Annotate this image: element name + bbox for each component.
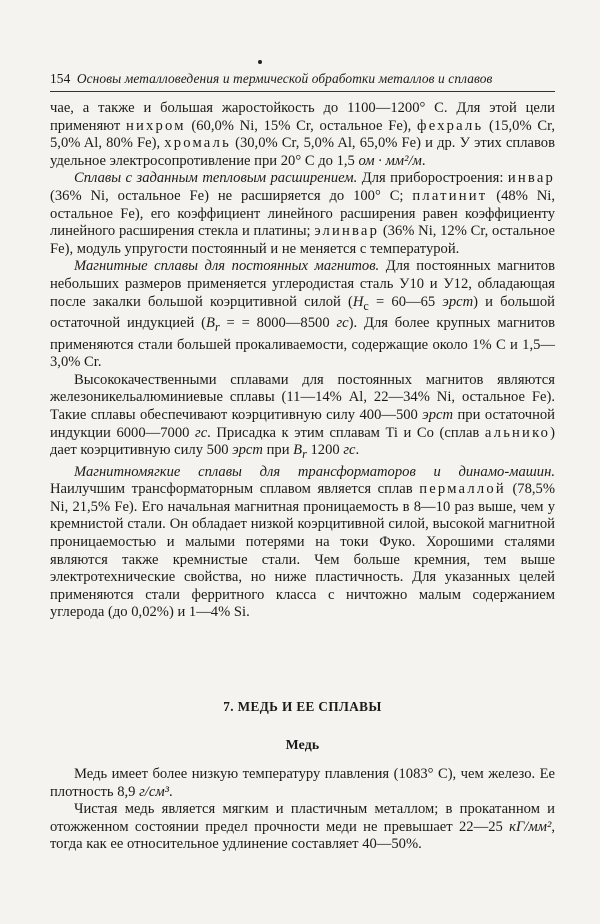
paragraph-thermal-expansion: Сплавы с заданным тепловым расширением. Для приборостроения: инвар (36% Ni, остальное Fe) не расширяется до 100° С; платинит (48% Ni, остальное Fe), его коэффициент линейного расширения равен коэффициенту линейного расширения стекла и платины; элинвар (36% Ni, 12% Cr, остальное Fe), модуль упругости постоянный и не меняется с температурой. <box>50 170 555 257</box>
print-mark <box>258 60 262 64</box>
header-rule <box>50 91 555 92</box>
paragraph-alnico: Высококачественными сплавами для постоянных магнитов являются железоникельалюминиевые сплавы (11—14% Al, 22—34% Ni, остальное Fe). Такие сплавы обеспечивают коэрцитивную силу 400—500 эрст при остаточной индукции 6000—7000 гс. Присадка к этим сплавам Ti и Co (сплав альнико) дает коэрцитивную силу 500 эрст при $B_r$ 1200 гс. <box>50 371 555 461</box>
subheading-soft-magnetic: Магнитномягкие сплавы для трансформаторов и динамо-машин. <box>74 463 555 480</box>
main-text <box>50 100 555 622</box>
paragraph-soft-magnetic: Магнитномягкие сплавы для трансформаторов и динамо-машин. Наилучшим трансформаторным сплавом является сплав пермаллой (78,5% Ni, 21,5% Fe). Его начальная магнитная проницаемость в 8—10 раз выше, чем у кремнистой стали. Он обладает низкой коэрцитивной силой, высокой магнитной проницаемостью и малыми потерями на токи Фуко. Хорошими сталями являются также кремнистые стали. Чем больше кремния, тем выше электротехнические свойства, но ниже пластичность. Для указанных целей применяются стали ферритного класса с ничтожно малым содержанием углерода (до 0,02%) и 1—4% Si. <box>50 463 555 621</box>
running-title: Основы металловедения и термической обработки металлов и сплавов <box>76 71 493 86</box>
page-header <box>50 71 555 87</box>
paragraph-copper-melting: Медь имеет более низкую температуру плавления (1083° С), чем железо. Ее плотность 8,9 г/см³. <box>50 766 555 800</box>
copper-text <box>50 766 555 854</box>
page-number: 154 <box>50 71 71 86</box>
subheading-permanent-magnets: Магнитные сплавы для постоянных магнитов. <box>74 258 380 275</box>
paragraph-copper-properties: Чистая медь является мягким и пластичным металлом; в прокатанном и отожженном состоянии предел прочности меди не превышает 22—25 кГ/мм², тогда как ее относительное удлинение составляет 40—50%. <box>50 801 555 853</box>
section-title: 7. МЕДЬ И ЕЕ СПЛАВЫ <box>223 699 382 714</box>
subheading-thermal-expansion: Сплавы с заданным тепловым расширением. <box>74 170 358 187</box>
paragraph-permanent-magnets: Магнитные сплавы для постоянных магнитов. Для постоянных магнитов небольших размеров применяется углеродистая сталь У10 и У12, обладающая после закалки большой коэрцитивной силой ($H_c$ = 60—65 эрст) и большой остаточной индукцией ($B_r$ = = 8000—8500 гс). Для более крупных магнитов применяются стали большей прокаливаемости, содержащие около 1% C и 1,5—3,0% Cr. <box>50 258 556 371</box>
paragraph-heating-alloys: чае, а также и большая жаростойкость до 1100—1200° С. Для этой цели применяют нихром (60,0% Ni, 15% Cr, остальное Fe), фехраль (15,0% Cr, 5,0% Al, 80% Fe), хромаль (30,0% Cr, 5,0% Al, 65,0% Fe) и др. У этих сплавов удельное электросопротивление при 20° С до 1,5 ом · мм²/м. <box>50 100 555 169</box>
section-subtitle: Медь <box>285 737 320 752</box>
